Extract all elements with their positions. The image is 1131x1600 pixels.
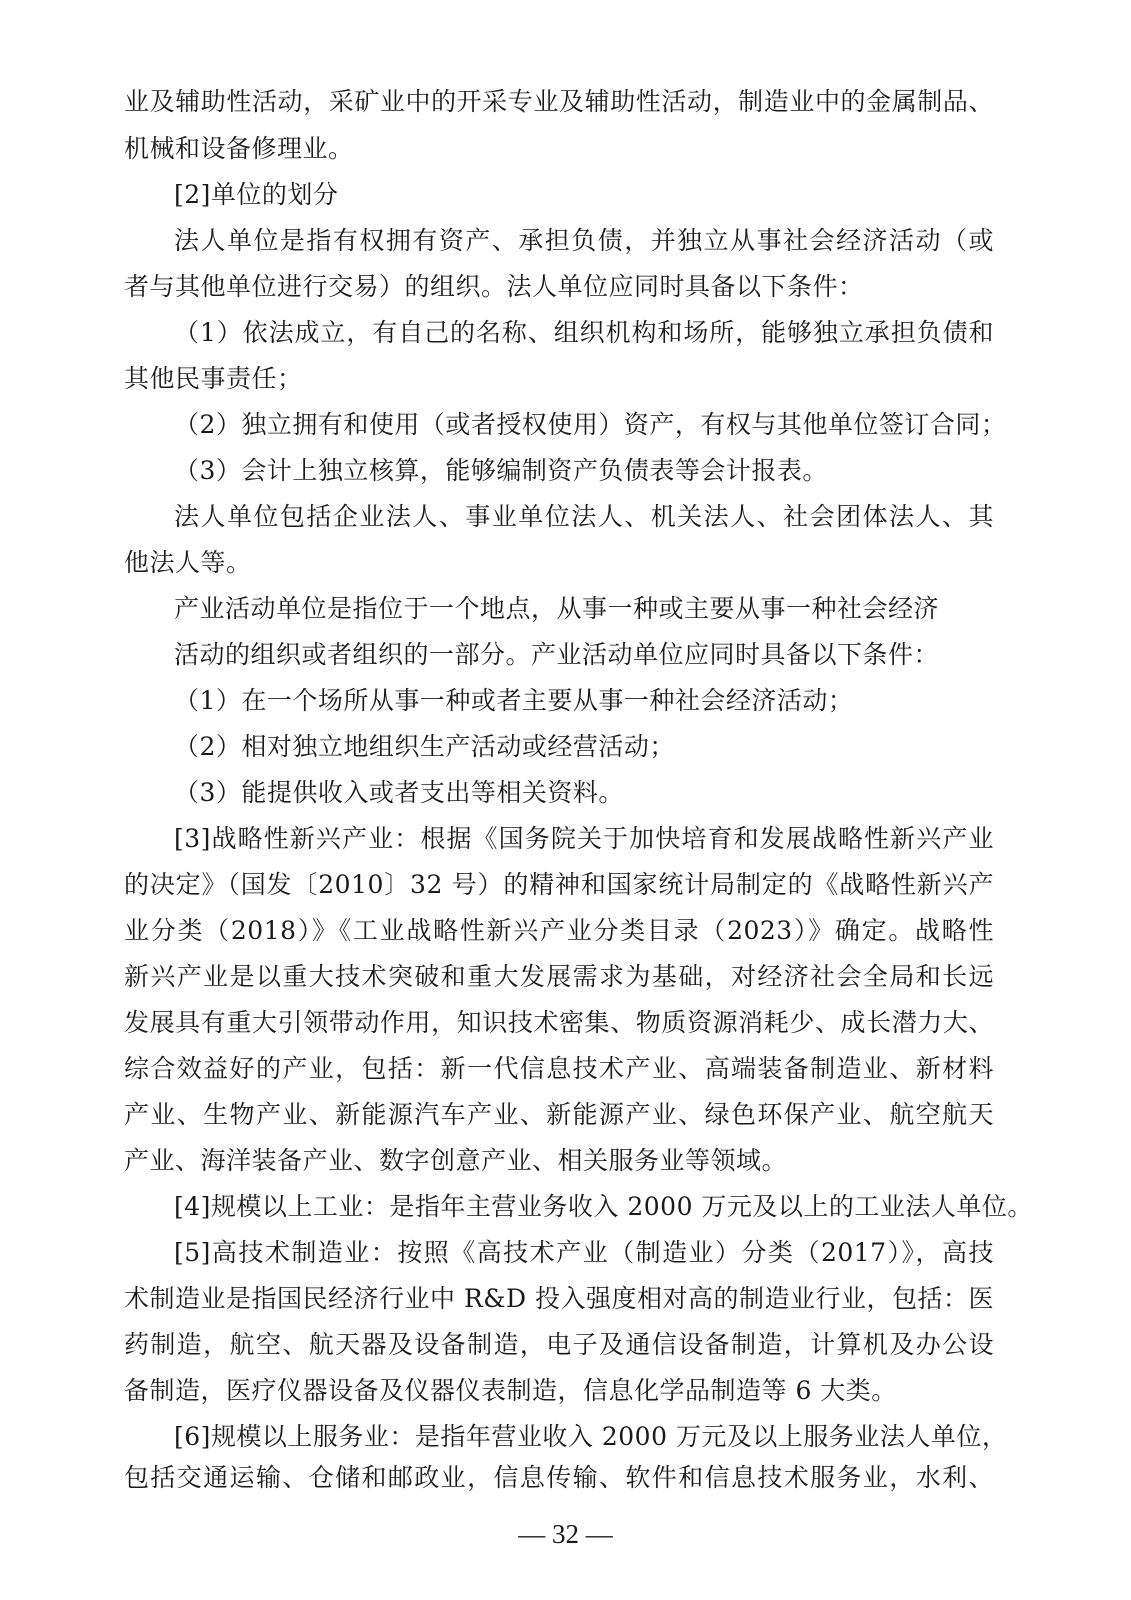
text-line: 包括交通运输、仓储和邮政业，信息传输、软件和信息技术服务业，水利、 <box>124 1463 994 1492</box>
text-line: 业分类（2018）》《工业战略性新兴产业分类目录（2023）》确定。战略性 <box>124 916 994 945</box>
list-item: （1）依法成立，有自己的名称、组织机构和场所，能够独立承担负债和 <box>174 318 994 347</box>
list-item: （1）在一个场所从事一种或者主要从事一种社会经济活动； <box>174 686 854 715</box>
list-item: （3）会计上独立核算，能够编制资产负债表等会计报表。 <box>174 456 828 485</box>
text-line: 综合效益好的产业，包括：新一代信息技术产业、高端装备制造业、新材料 <box>124 1054 994 1083</box>
text-line: 发展具有重大引领带动作用，知识技术密集、物质资源消耗少、成长潜力大、 <box>124 1008 994 1037</box>
text-line: [4]规模以上工业：是指年主营业务收入 2000 万元及以上的工业法人单位。 <box>174 1192 1033 1221</box>
text-line: 的决定》（国发〔2010〕32 号）的精神和国家统计局制定的《战略性新兴产 <box>124 870 994 899</box>
text-line: 备制造，医疗仪器设备及仪器仪表制造，信息化学品制造等 6 大类。 <box>124 1376 897 1405</box>
text-line: [5]高技术制造业：按照《高技术产业（制造业）分类（2017）》，高技 <box>174 1238 994 1267</box>
text-line: 产业活动单位是指位于一个地点，从事一种或主要从事一种社会经济 <box>174 594 940 623</box>
text-line: 他法人等。 <box>124 548 252 577</box>
text-line: 其他民事责任； <box>124 364 303 393</box>
text-line: 新兴产业是以重大技术突破和重大发展需求为基础，对经济社会全局和长远 <box>124 962 994 991</box>
text-line: 机械和设备修理业。 <box>124 134 354 163</box>
text-line: 药制造，航空、航天器及设备制造，电子及通信设备制造，计算机及办公设 <box>124 1330 994 1359</box>
text-line: [6]规模以上服务业：是指年营业收入 2000 万元及以上服务业法人单位， <box>174 1422 1008 1451</box>
section-heading: [2]单位的划分 <box>174 180 339 209</box>
text-line: 法人单位包括企业法人、事业单位法人、机关法人、社会团体法人、其 <box>174 502 994 531</box>
text-line: 法人单位是指有权拥有资产、承担负债，并独立从事社会经济活动（或 <box>174 226 994 255</box>
text-line: 活动的组织或者组织的一部分。产业活动单位应同时具备以下条件： <box>174 640 940 669</box>
text-line: [3]战略性新兴产业：根据《国务院关于加快培育和发展战略性新兴产业 <box>174 824 994 853</box>
text-line: 产业、生物产业、新能源汽车产业、新能源产业、绿色环保产业、航空航天 <box>124 1100 994 1129</box>
list-item: （3）能提供收入或者支出等相关资料。 <box>174 778 624 807</box>
text-line: 产业、海洋装备产业、数字创意产业、相关服务业等领域。 <box>124 1146 788 1175</box>
text-line: 术制造业是指国民经济行业中 R&D 投入强度相对高的制造业行业，包括：医 <box>124 1284 995 1313</box>
list-item: （2）独立拥有和使用（或者授权使用）资产，有权与其他单位签订合同； <box>174 410 1007 439</box>
list-item: （2）相对独立地组织生产活动或经营活动； <box>174 732 675 761</box>
text-line: 者与其他单位进行交易）的组织。法人单位应同时具备以下条件： <box>124 272 864 301</box>
page-number: — 32 — <box>518 1519 613 1549</box>
text-line: 业及辅助性活动，采矿业中的开采专业及辅助性活动，制造业中的金属制品、 <box>124 87 994 116</box>
